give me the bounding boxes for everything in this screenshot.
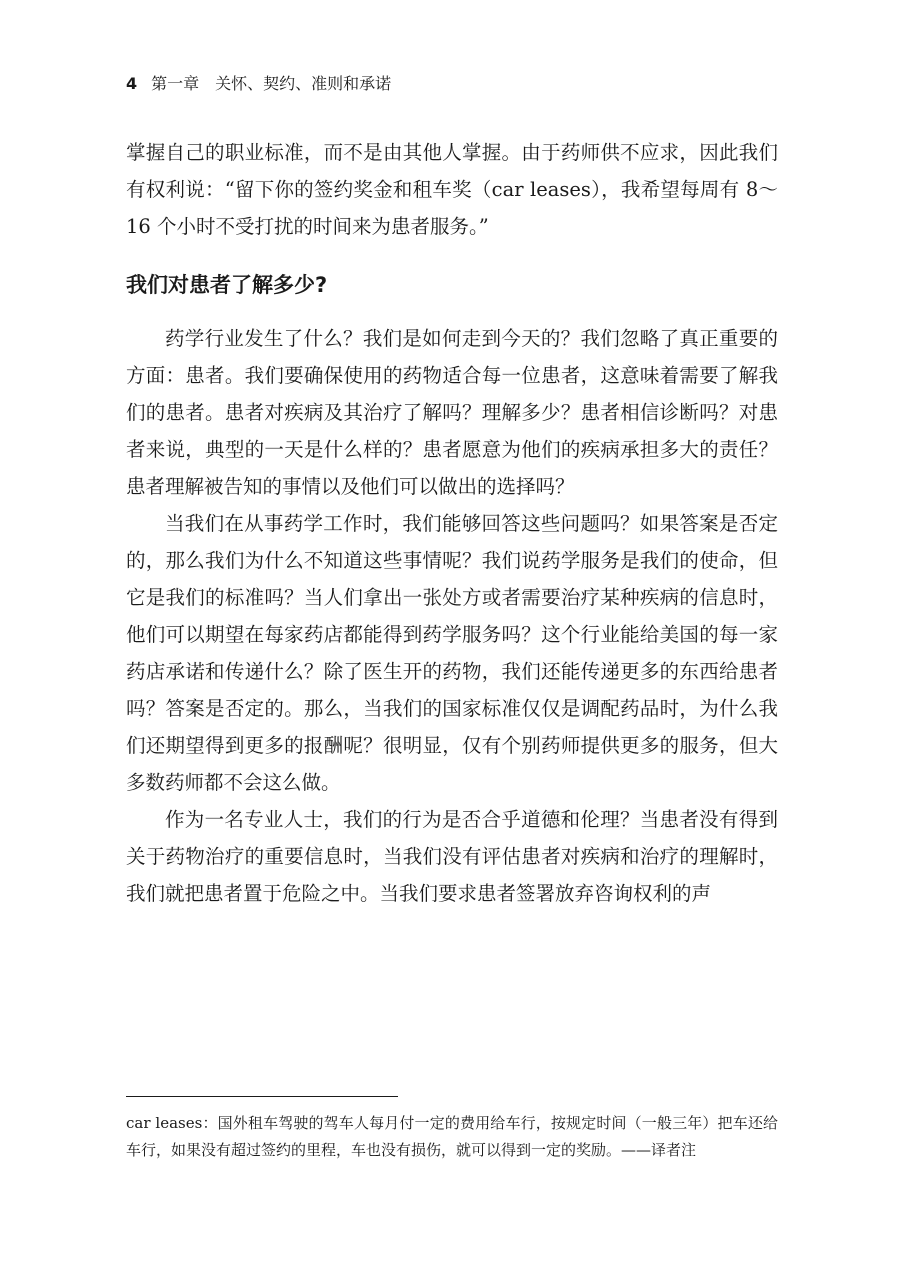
section-heading: 我们对患者了解多少? — [126, 273, 328, 297]
footnote-text: car leases：国外租车驾驶的驾车人每月付一定的费用给车行，按规定时间（一般三年）把车还给车行，如果没有超过签约的里程，车也没有损伤，就可以得到一定的奖励。——译者注 — [126, 1114, 778, 1159]
body-paragraph: 药学行业发生了什么？我们是如何走到今天的？我们忽略了真正重要的方面：患者。我们要确保使用的药物适合每一位患者，这意味着需要了解我们的患者。患者对疾病及其治疗了解吗？理解多少？患者相信诊断吗？对患者来说，典型的一天是什么样的？患者愿意为他们的疾病承担多大的责任？患者理解被告知的事情以及他们可以做出的选择吗？ — [126, 327, 778, 498]
footnote-divider — [126, 1096, 398, 1097]
section-body — [126, 320, 778, 912]
page-number: 4 — [126, 74, 138, 93]
body-paragraph: 当我们在从事药学工作时，我们能够回答这些问题吗？如果答案是否定的，那么我们为什么不知道这些事情呢？我们说药学服务是我们的使命，但它是我们的标准吗？当人们拿出一张处方或者需要治疗某种疾病的信息时，他们可以期望在每家药店都能得到药学服务吗？这个行业能给美国的每一家药店承诺和传递什么？除了医生开的药物，我们还能传递更多的东西给患者吗？答案是否定的。那么，当我们的国家标准仅仅是调配药品时，为什么我们还期望得到更多的报酬呢？很明显，仅有个别药师提供更多的服务，但大多数药师都不会这么做。 — [126, 512, 778, 794]
intro-text-block — [126, 134, 778, 245]
intro-paragraph: 掌握自己的职业标准，而不是由其他人掌握。由于药师供不应求，因此我们有权利说：“留下你的签约奖金和租车奖（car leases），我希望每周有 8～16 个小时不受打扰的时间来为患者服务。” — [126, 141, 778, 238]
chapter-title: 第一章 关怀、契约、准则和承诺 — [151, 74, 392, 93]
body-paragraph: 作为一名专业人士，我们的行为是否合乎道德和伦理？当患者没有得到关于药物治疗的重要信息时，当我们没有评估患者对疾病和治疗的理解时，我们就把患者置于危险之中。当我们要求患者签署放弃咨询权利的声 — [126, 808, 778, 905]
running-header — [126, 72, 391, 96]
